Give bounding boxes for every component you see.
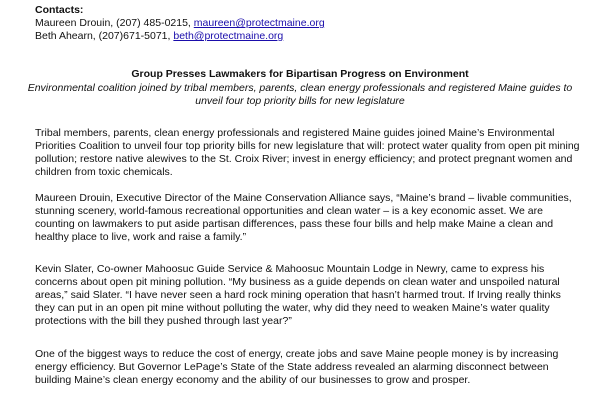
contacts-block — [35, 4, 325, 43]
body-paragraph: Maureen Drouin, Executive Director of the Maine Conservation Alliance says, “Maine’s brand – livable communities, stunning scenery, world-famous recreational opportunities and clean water – is a key economic asset. We are counting on lawmakers to put aside partisan differences, pass these four bills and help make Maine a clean and healthy place to live, work and raise a family.” — [35, 192, 572, 243]
contacts-heading: Contacts: — [35, 4, 84, 16]
body-paragraph: Kevin Slater, Co-owner Mahoosuc Guide Service & Mahoosuc Mountain Lodge in Newry, came to express his concerns about open pit mining pollution. “My business as a guide depends on clean water and unspoiled natural areas,” said Slater. “I have never seen a hard rock mining operation that hasn’t harmed trout. If Irving really thinks they can put in an open pit mine without polluting the water, why did they need to weaken Maine’s water quality protections with the bill they pushed through last year?” — [35, 263, 561, 327]
contact-name-phone: Beth Ahearn, (207)671-5071, — [35, 30, 174, 42]
contact-email-link[interactable]: beth@protectmaine.org — [173, 30, 284, 42]
contact-line — [35, 17, 325, 30]
press-release-headline: Group Presses Lawmakers for Bipartisan Progress on Environment — [131, 68, 469, 80]
body-paragraph: One of the biggest ways to reduce the cost of energy, create jobs and save Maine people money is by increasing energy efficiency. But Governor LePage’s State of the State address revealed an alarming disconnect between building Maine’s clean energy economy and the ability of our businesses to grow and prosper. — [35, 348, 559, 386]
contact-line — [35, 30, 325, 43]
press-release-subheadline: Environmental coalition joined by tribal members, parents, clean energy professionals and registered Maine guides to unveil four top priority bills for new legislature — [27, 82, 573, 107]
body-paragraph: Tribal members, parents, clean energy professionals and registered Maine guides joined Maine’s Environmental Priorities Coalition to unveil four top priority bills for new legislature that will: protect water quality from open pit mining pollution; restore native alewives to the St. Croix River; invest in energy efficiency; and protect pregnant women and children from toxic chemicals. — [35, 127, 580, 178]
contact-name-phone: Maureen Drouin, (207) 485-0215, — [35, 17, 194, 29]
contact-email-link[interactable]: maureen@protectmaine.org — [193, 17, 325, 29]
